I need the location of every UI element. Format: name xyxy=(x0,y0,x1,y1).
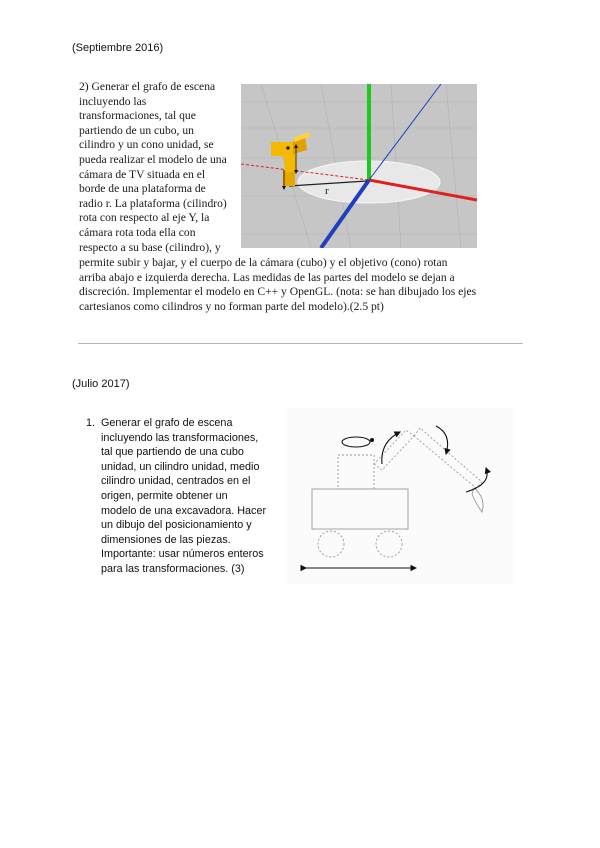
question-2-text-full xyxy=(79,256,523,314)
question-line: incluyendo las transformaciones, xyxy=(101,431,259,444)
question-line: cartesianos como cilindros y no forman parte del modelo).(2.5 pt) xyxy=(79,299,384,313)
question-line: partiendo de un cubo, un xyxy=(79,123,194,137)
section-divider xyxy=(78,343,523,344)
question-line: cámara rota toda ella con xyxy=(79,225,196,239)
tv-camera-platform-figure xyxy=(241,84,477,248)
question-number: 1. xyxy=(86,417,96,429)
question-line: incluyendo las xyxy=(79,94,147,108)
radius-label: r xyxy=(325,185,329,197)
question-line: dimensiones de las piezas. xyxy=(101,533,231,546)
question-line: permite subir y bajar, y el cuerpo de la cámara (cubo) y el objetivo (cono) rotan xyxy=(79,256,448,269)
question-line: discreción. Implementar el modelo en C++ y OpenGL. (nota: se han dibujado los ejes xyxy=(79,285,477,299)
question-line: transformaciones, tal que xyxy=(79,109,196,123)
question-line: respecto a su base (cilindro), y xyxy=(79,240,221,254)
arrow-dot xyxy=(370,438,374,442)
question-line: cilindro unidad, centrados en el xyxy=(101,475,251,488)
question-line: unidad, un cilindro unidad, medio xyxy=(101,460,260,473)
question-line: modelo de una excavadora. Hacer xyxy=(101,504,267,517)
question-line: un dibujo del posicionamiento y xyxy=(101,519,252,532)
question-line: Generar el grafo de escena xyxy=(101,417,233,429)
question-line: para las transformaciones. (3) xyxy=(101,562,245,575)
figure-background xyxy=(286,408,514,584)
excavator-figure xyxy=(286,408,514,584)
question-1 xyxy=(86,416,291,577)
question-line: radio r. La plataforma (cilindro) xyxy=(79,196,227,210)
question-line: cilindro y un cono unidad, se xyxy=(79,138,214,152)
question-line: borde de una plataforma de xyxy=(79,182,206,196)
question-line: Importante: usar números enteros xyxy=(101,548,264,561)
question-line: origen, permite obtener un xyxy=(101,489,228,502)
question-line: tal que partiendo de una cubo xyxy=(101,446,244,459)
question-2-text-wrapped xyxy=(79,80,241,255)
question-line: rota con respecto al eje Y, la xyxy=(79,211,210,225)
question-line: arriba abajo e izquierda derecha. Las medidas de las partes del modelo se dejan a xyxy=(79,270,455,284)
question-1-text xyxy=(101,416,291,577)
question-line: 2) Generar el grafo de escena xyxy=(79,80,216,93)
question-line: pueda realizar el modelo de una xyxy=(79,152,227,166)
question-line: cámara de TV situada en el xyxy=(79,167,206,181)
section-heading-september-2016: (Septiembre 2016) xyxy=(72,42,164,54)
section-heading-july-2017: (Julio 2017) xyxy=(72,378,130,390)
